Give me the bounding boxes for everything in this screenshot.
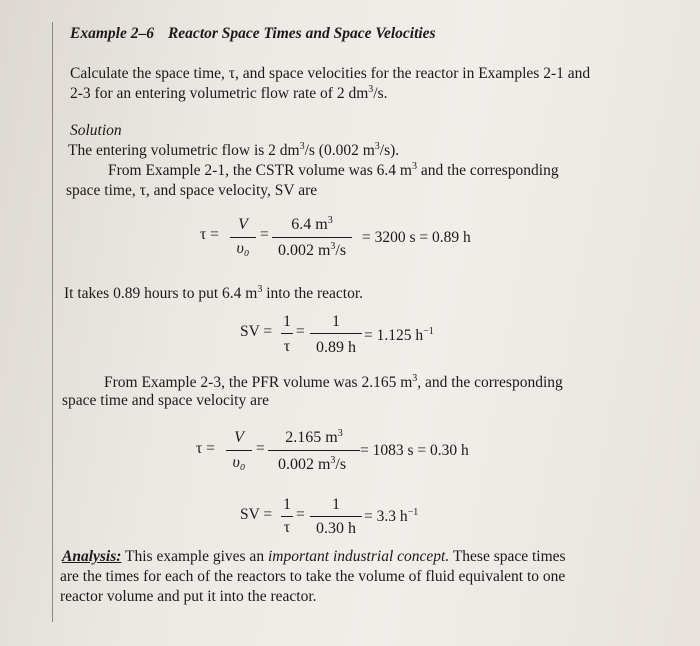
eq2-denominator: 0.89 h <box>316 339 356 356</box>
cstr-line-1: From Example 2-1, the CSTR volume was 6.4 $m^3$ and the corresponding <box>108 161 559 179</box>
eq3-den-symbol: υ₀ <box>232 454 246 471</box>
eq4-denominator: 0.30 h <box>316 520 356 537</box>
eq1-result: = 3200 s = 0.89 h <box>362 229 471 246</box>
eq3-num-symbol: V <box>234 429 244 446</box>
problem-line-2: 2-3 for an entering volumetric flow rate of 2 $dm^3/s$. <box>70 84 388 102</box>
analysis-line-1: Analysis: This example gives an important industrial concept. These space times <box>62 548 566 565</box>
eq3-lhs: τ = <box>196 440 215 457</box>
eq4-fraction-bar-1 <box>281 516 293 517</box>
eq4-result: = 3.3 $h^{-1}$ <box>364 507 419 525</box>
eq1-denominator: 0.002 $m^3/s$ <box>277 241 347 259</box>
eq3-equals: = <box>256 440 265 457</box>
eq1-num-symbol: V <box>238 216 248 233</box>
pfr-line-2: space time and space velocity are <box>62 392 269 409</box>
eq3-fraction-bar-2 <box>268 450 360 451</box>
analysis-label: Analysis: <box>62 548 122 565</box>
eq2-num-symbol: 1 <box>283 313 291 330</box>
analysis-line-2: are the times for each of the reactors to take the volume of fluid equivalent to one <box>60 568 566 585</box>
analysis-line-3: reactor volume and put it into the reactor. <box>60 588 317 605</box>
pfr-line-1: From Example 2-3, the PFR volume was 2.165 $m^3$, and the corresponding <box>104 373 563 391</box>
example-number: Example 2–6 <box>70 25 154 42</box>
eq4-equals: = <box>296 506 305 523</box>
eq1-den-symbol: υ₀ <box>236 240 250 257</box>
eq2-numerator: 1 <box>332 313 340 330</box>
flow-line: The entering volumetric flow is 2 $dm^3/s$ (0.002 $m^3/s$). <box>68 141 400 159</box>
eq2-den-symbol: τ <box>283 338 291 355</box>
example-name: Reactor Space Times and Space Velocities <box>167 25 436 42</box>
eq3-numerator: 2.165 $m^3$ <box>285 428 343 446</box>
eq1-fraction-bar-1 <box>230 237 256 238</box>
eq2-fraction-bar-2 <box>310 333 362 334</box>
eq3-fraction-bar-1 <box>226 450 252 451</box>
eq1-fraction-bar-2 <box>272 237 352 238</box>
eq2-lhs: SV = <box>240 323 273 340</box>
eq4-den-symbol: τ <box>283 519 291 536</box>
eq4-num-symbol: 1 <box>283 496 291 513</box>
solution-heading: Solution <box>70 122 122 139</box>
example-title <box>70 24 436 44</box>
eq3-result: = 1083 s = 0.30 h <box>360 442 469 459</box>
eq2-result: = 1.125 $h^{-1}$ <box>364 326 434 344</box>
eq2-fraction-bar-1 <box>281 333 293 334</box>
eq1-equals: = <box>260 226 269 243</box>
eq1-numerator: 6.4 $m^3$ <box>291 215 333 233</box>
problem-line-1: Calculate the space time, τ, and space velocities for the reactor in Examples 2-1 and <box>70 65 591 82</box>
eq3-denominator: 0.002 $m^3/s$ <box>277 455 347 473</box>
eq4-fraction-bar-2 <box>310 516 362 517</box>
eq2-equals: = <box>296 323 305 340</box>
eq4-numerator: 1 <box>332 496 340 513</box>
eq1-lhs: τ = <box>200 226 219 243</box>
margin-rule <box>52 22 53 622</box>
time-note: It takes 0.89 hours to put 6.4 $m^3$ into the reactor. <box>64 284 364 302</box>
eq4-lhs: SV = <box>240 506 273 523</box>
cstr-line-2: space time, τ, and space velocity, SV are <box>66 182 318 199</box>
